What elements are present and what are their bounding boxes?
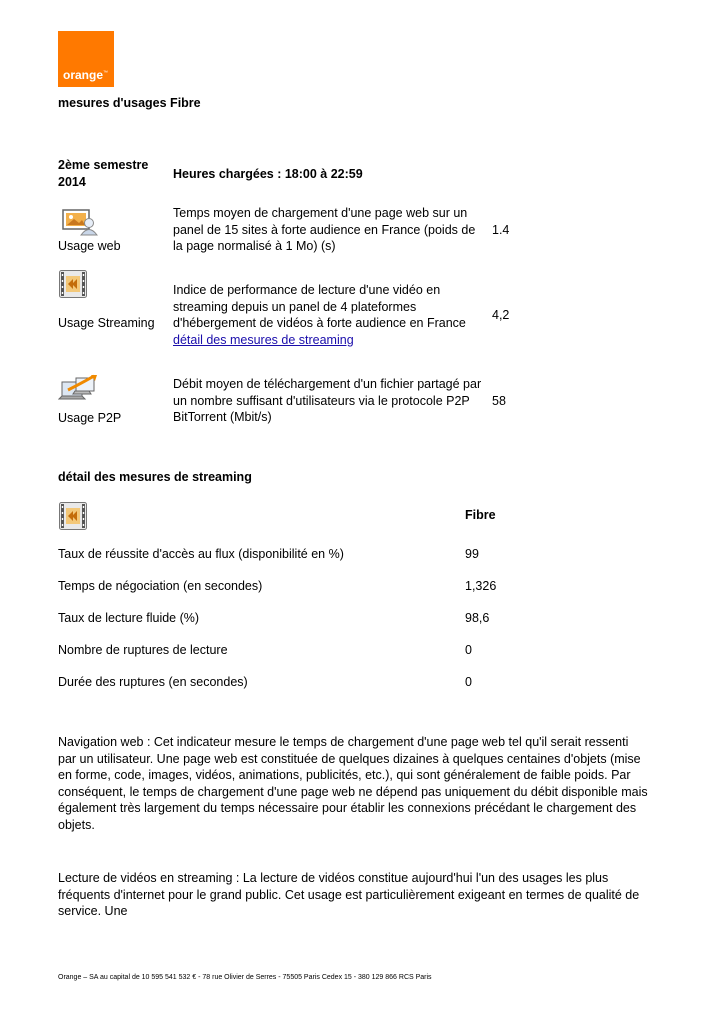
streaming-icon <box>59 270 87 298</box>
detail-row-label: Temps de négociation (en secondes) <box>58 579 263 593</box>
hours-label: Heures chargées : 18:00 à 22:59 <box>173 167 363 181</box>
footer-legal: Orange – SA au capital de 10 595 541 532 € - 78 rue Olivier de Serres - 75505 Paris Cedex 15 - 380 129 866 RCS Paris <box>58 974 432 981</box>
web-usage-icon <box>62 206 98 236</box>
streaming-icon <box>59 502 87 530</box>
detail-row-value: 0 <box>465 643 472 657</box>
period-label: 2ème semestre 2014 <box>58 158 149 189</box>
paragraph-streaming: Lecture de vidéos en streaming : La lecture de vidéos constitue aujourd'hui l'un des usages les plus fréquents d'internet pour le grand public. Cet usage est particulièrement exigeant en termes de qualité de service. Une <box>58 871 640 918</box>
detail-row-value: 98,6 <box>465 611 490 625</box>
detail-row-label: Taux de lecture fluide (%) <box>58 611 200 625</box>
detail-row-label: Durée des ruptures (en secondes) <box>58 675 248 689</box>
usage-p2p-label: Usage P2P <box>58 411 122 425</box>
logo-text: orange <box>63 68 104 82</box>
detail-row-value: 99 <box>465 547 479 561</box>
logo-tm: ™ <box>103 70 109 76</box>
usage-streaming-value: 4,2 <box>492 308 510 322</box>
streaming-detail-title: détail des mesures de streaming <box>58 470 252 484</box>
usage-web-label: Usage web <box>58 239 121 253</box>
fibre-column-header: Fibre <box>465 508 496 522</box>
usage-web-description: Temps moyen de chargement d'une page web sur un panel de 15 sites à forte audience en France (poids de la page normalisé à 1 Mo) (s) <box>173 206 476 253</box>
detail-row-label: Nombre de ruptures de lecture <box>58 643 228 657</box>
usage-p2p-value: 58 <box>492 394 506 408</box>
page-title: mesures d'usages Fibre <box>58 96 201 110</box>
p2p-icon <box>58 374 100 404</box>
detail-row-value: 0 <box>465 675 472 689</box>
usage-streaming-description <box>173 282 473 348</box>
paragraph-navigation-web: Navigation web : Cet indicateur mesure le temps de chargement d'une page web tel qu'il serait ressenti par un utilisateur. Une page web est constituée de quelques dizaines à quelques centaines d'objets (mise en forme, code, images, vidéos, animations, publicités, etc.), qui sont généralement de faible poids. Par conséquent, le temps de chargement d'une page web ne dépend pas uniquement du débit disponible mais également très largement du temps nécessaire pour établir les connexions précédant le chargement des objets. <box>58 735 648 832</box>
detail-row-label: Taux de réussite d'accès au flux (disponibilité en %) <box>58 547 344 561</box>
orange-logo <box>58 31 114 87</box>
usage-streaming-label: Usage Streaming <box>58 316 155 330</box>
detail-row-value: 1,326 <box>465 579 497 593</box>
usage-web-value: 1.4 <box>492 223 510 237</box>
streaming-detail-link[interactable]: détail des mesures de streaming <box>173 332 354 347</box>
usage-streaming-text: Indice de performance de lecture d'une vidéo en streaming depuis un panel de 4 plateformes d'hébergement de vidéos à forte audience en France <box>173 283 466 330</box>
usage-p2p-description: Débit moyen de téléchargement d'un fichier partagé par un nombre suffisant d'utilisateurs via le protocole P2P BitTorrent (Mbit/s) <box>173 377 482 424</box>
